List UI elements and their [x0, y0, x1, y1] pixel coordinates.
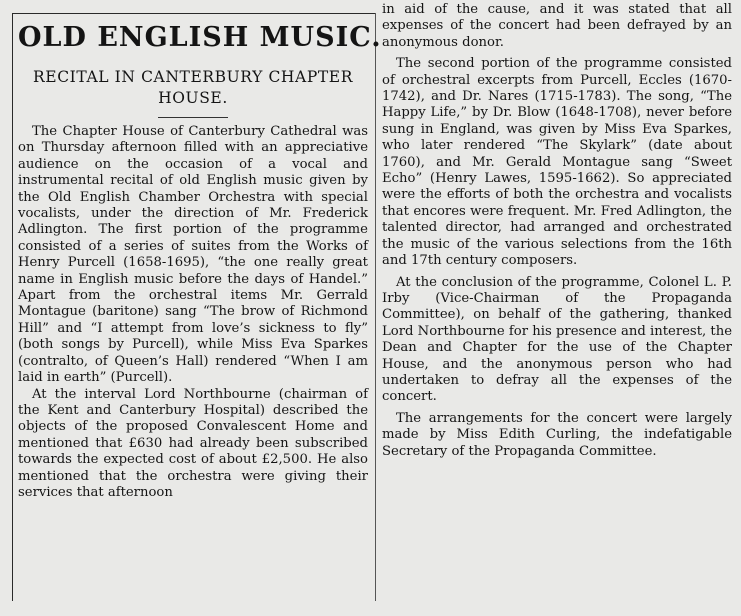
- right-paragraph-4: The arrangements for the concert were largely made by Miss Edith Curling, the indefatigable Secretary of the Propaganda Committee.: [382, 410, 732, 459]
- top-border-rule: [12, 13, 376, 14]
- right-paragraph-1: in aid of the cause, and it was stated that all expenses of the concert had been defrayed by an anonymous donor.: [382, 2, 732, 50]
- column-divider: [375, 13, 376, 601]
- article-headline: OLD ENGLISH MUSIC.: [18, 22, 382, 53]
- left-paragraph-2: At the interval Lord Northbourne (chairman of the Kent and Canterbury Hospital) described the objects of the proposed Convalescent Home and mentioned that £630 had already been subscribed towards the expected cost of about £2,500. He also mentioned that the orchestra were giving their services that afternoon: [18, 386, 368, 500]
- left-border-rule: [12, 13, 13, 601]
- left-column: [18, 22, 382, 501]
- right-paragraph-2: The second portion of the programme consisted of orchestral excerpts from Purcell, Eccles (1670-1742), and Dr. Nares (1715-1783). The song, “The Happy Life,” by Dr. Blow (1648-1708), never before sung in England, was given by Miss Eva Sparkes, who later rendered “The Skylark” (date about 1760), and Mr. Gerald Montague sang “Sweet Echo” (Henry Lawes, 1595-1662). So appreciated were the efforts of both the orchestra and vocalists that encores were frequent. Mr. Fred Adlington, the talented director, had arranged and orchestrated the music of the various selections from the 16th and 17th century composers.: [382, 56, 732, 269]
- article-subheadline: RECITAL IN CANTERBURY CHAPTER HOUSE.: [33, 68, 353, 107]
- right-paragraph-3: At the conclusion of the programme, Colonel L. P. Irby (Vice-Chairman of the Propaganda Committee), on behalf of the gathering, thanked Lord Northbourne for his presence and interest, the Dean and Chapter for the use of the Chapter House, and the anonymous person who had undertaken to defray all the expenses of the concert.: [382, 274, 732, 405]
- right-column: [382, 2, 732, 465]
- left-paragraph-1: The Chapter House of Canterbury Cathedral was on Thursday afternoon filled with an appreciative audience on the occasion of a vocal and instrumental recital of old English music given by the Old English Chamber Orchestra with special vocalists, under the direction of Mr. Frederick Adlington. The first portion of the programme consisted of a series of suites from the Works of Henry Purcell (1658-1695), “the one really great name in English music before the days of Handel.” Apart from the orchestral items Mr. Gerrald Montague (baritone) sang “The brow of Richmond Hill” and “I attempt from love’s sickness to fly” (both songs by Purcell), while Miss Eva Sparkes (contralto, of Queen’s Hall) rendered “When I am laid in earth” (Purcell).: [18, 124, 368, 386]
- subheadline-rule: [158, 117, 228, 118]
